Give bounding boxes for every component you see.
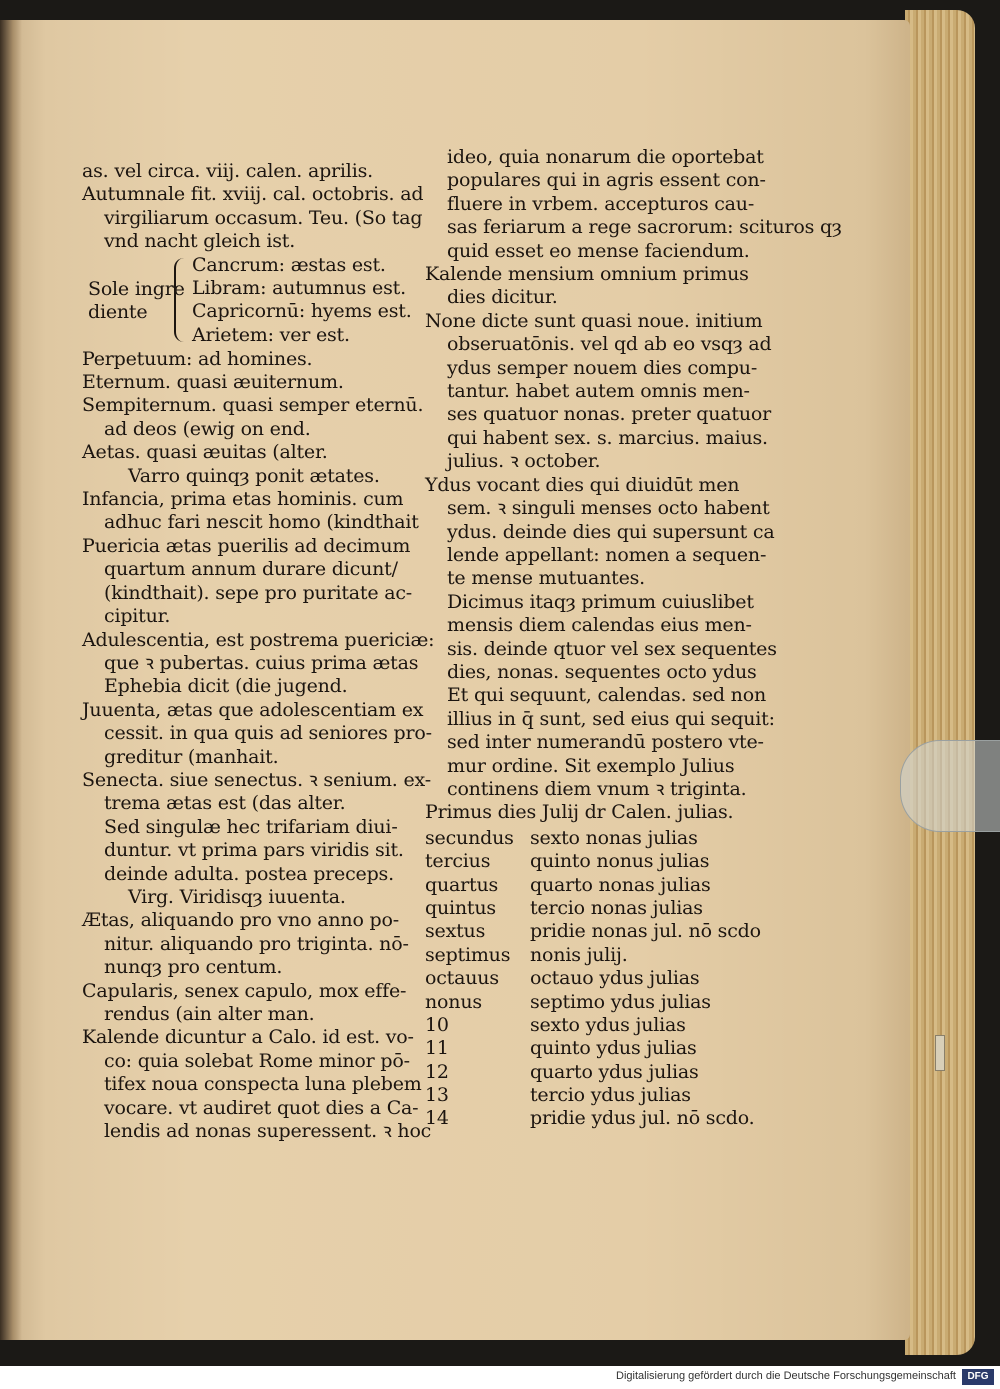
day-name: pridie ydus jul. nō scdo.: [530, 1107, 755, 1130]
text-line: continens diem vnum ꝛ triginta.: [447, 777, 747, 800]
day-name: quinto ydus julias: [530, 1037, 697, 1060]
text-line: adhuc fari nescit homo (kindthait: [104, 511, 419, 534]
text-line: Ydus vocant dies qui diuidūt men: [425, 473, 740, 496]
text-line: ad deos (ewig on end.: [104, 417, 311, 440]
footer-bar: [0, 1366, 1000, 1389]
text-line: Autumnale fit. xviij. cal. octobris. ad: [82, 183, 424, 206]
day-ordinal: quintus: [425, 896, 496, 919]
text-line: mur ordine. Sit exemplo Julius: [447, 754, 735, 777]
text-line: Ætas, aliquando pro vno anno po-: [82, 909, 399, 932]
text-line: ydus semper nouem dies compu-: [447, 356, 758, 379]
day-name: quinto nonus julias: [530, 850, 710, 873]
text-line: obseruatōnis. vel qd ab eo vsqȝ ad: [447, 333, 772, 356]
day-row: [425, 1037, 770, 1060]
text-line: qui habent sex. s. marcius. maius.: [447, 426, 768, 449]
day-ordinal: nonus: [425, 990, 482, 1013]
text-line: tifex noua conspecta luna plebem: [104, 1073, 422, 1096]
text-line: tantur. habet autem omnis men-: [447, 380, 750, 403]
text-line: Infancia, prima etas hominis. cum: [82, 488, 404, 511]
text-line: nunqȝ pro centum.: [104, 956, 283, 979]
text-line: Et qui sequunt, calendas. sed non: [447, 684, 766, 707]
text-line: None dicte sunt quasi noue. initium: [425, 309, 763, 332]
text-line: populares qui in agris essent con-: [447, 169, 766, 192]
text-line: co: quia solebat Rome minor pō-: [104, 1049, 410, 1072]
book-gutter: [0, 20, 22, 1340]
text-line: quartum annum durare dicunt/: [104, 558, 398, 581]
left-lines-top: [82, 160, 424, 254]
text-line: greditur (manhait.: [104, 745, 279, 768]
text-line: Capularis, senex capulo, mox effe-: [82, 979, 407, 1002]
text-line: rendus (ain alter man.: [104, 1003, 315, 1025]
text-line: julius. ꝛ october.: [447, 450, 601, 473]
sole-ingrediente-block: [82, 254, 417, 348]
text-line: vnd nacht gleich ist.: [104, 230, 296, 253]
footer-credit: Digitalisierung gefördert durch die Deutsche Forschungsgemeinschaft: [616, 1370, 956, 1382]
day-name: septimo ydus julias: [530, 990, 711, 1013]
day-name: nonis julij.: [530, 943, 628, 966]
text-line: ideo, quia nonarum die oportebat: [447, 146, 764, 168]
text-line: Libram: autumnus est.: [192, 277, 406, 300]
text-line: vocare. vt audiret quot dies a Ca-: [104, 1096, 419, 1119]
day-ordinal: tercius: [425, 850, 491, 873]
text-line: as. vel circa. viij. calen. aprilis.: [82, 160, 373, 182]
day-ordinal: 10: [425, 1013, 449, 1036]
day-ordinal: octauus: [425, 967, 499, 990]
text-line: Senecta. siue senectus. ꝛ senium. ex-: [82, 768, 431, 791]
left-lines-bottom: [82, 347, 435, 1144]
plastic-clip: [900, 740, 1000, 832]
text-line: sis. deinde qtuor vel sex sequentes: [447, 637, 777, 660]
day-row: [425, 897, 770, 920]
day-row: [425, 1084, 770, 1107]
text-line: (kindthait). sepe pro puritate ac-: [104, 581, 412, 604]
days-table: [425, 827, 770, 1131]
page-edges: [905, 10, 975, 1355]
text-line: Varro quinqȝ ponit ætates.: [128, 464, 380, 487]
day-ordinal: secundus: [425, 826, 514, 849]
day-row: [425, 991, 770, 1014]
dfg-logo: DFG: [962, 1369, 994, 1385]
text-line: Virg. Viridisqȝ iuuenta.: [128, 885, 346, 908]
right-lines: [425, 146, 842, 825]
text-line: Arietem: ver est.: [192, 323, 350, 346]
day-row: [425, 1061, 770, 1084]
text-line: Dicimus itaqȝ primum cuiuslibet: [447, 590, 754, 613]
text-line: sem. ꝛ singuli menses octo habent: [447, 497, 770, 520]
text-line: Capricornū: hyems est.: [192, 300, 412, 323]
sole-label: Sole ingre diente: [88, 277, 185, 324]
day-ordinal: septimus: [425, 943, 511, 966]
day-row: [425, 920, 770, 943]
day-row: [425, 944, 770, 967]
text-line: fluere in vrbem. accepturos cau-: [447, 192, 755, 215]
day-row: [425, 1107, 770, 1130]
day-row: [425, 827, 770, 850]
text-line: lendis ad nonas superessent. ꝛ hoc: [104, 1120, 432, 1143]
day-name: sexto nonas julias: [530, 826, 698, 849]
day-row: [425, 874, 770, 897]
text-line: Ephebia dicit (die jugend.: [104, 675, 348, 698]
text-line: dies dicitur.: [447, 286, 558, 309]
text-line: Kalende mensium omnium primus: [425, 263, 749, 286]
day-ordinal: 12: [425, 1060, 449, 1083]
text-line: cipitur.: [104, 605, 171, 628]
text-line: Perpetuum: ad homines.: [82, 347, 313, 370]
day-ordinal: 11: [425, 1037, 449, 1060]
day-row: [425, 1014, 770, 1037]
text-line: Puericia ætas puerilis ad decimum: [82, 534, 411, 557]
sole-items: [192, 254, 412, 348]
text-line: Juuenta, ætas que adolescentiam ex: [82, 698, 424, 721]
day-ordinal: 14: [425, 1107, 449, 1130]
day-name: pridie nonas jul. nō scdo: [530, 920, 761, 943]
day-row: [425, 967, 770, 990]
text-line: cessit. in qua quis ad seniores pro-: [104, 722, 432, 745]
text-line: virgiliarum occasum. Teu. (So tag: [104, 206, 423, 229]
text-line: quid esset eo mense faciendum.: [447, 239, 750, 262]
text-line: Eternum. quasi æuiternum.: [82, 371, 344, 394]
text-line: dies, nonas. sequentes octo ydus: [447, 660, 757, 683]
left-text-column: [82, 160, 435, 1143]
day-row: [425, 850, 770, 873]
text-line: sed inter numerandū postero vte-: [447, 731, 764, 754]
text-line: Sempiternum. quasi semper eternū.: [82, 394, 424, 417]
text-line: illius in q̄ sunt, sed eius qui sequit:: [447, 707, 775, 730]
text-line: Aetas. quasi æuitas (alter.: [82, 441, 328, 464]
text-line: lende appellant: nomen a sequen-: [447, 543, 767, 566]
day-ordinal: 13: [425, 1084, 449, 1107]
text-line: duntur. vt prima pars viridis sit.: [104, 839, 404, 862]
day-name: tercio ydus julias: [530, 1084, 691, 1107]
text-line: mensis diem calendas eius men-: [447, 614, 752, 637]
day-name: octauo ydus julias: [530, 967, 700, 990]
day-ordinal: sextus: [425, 920, 486, 943]
text-line: Sed singulæ hec trifariam diui-: [104, 815, 398, 838]
text-line: trema ætas est (das alter.: [104, 792, 346, 815]
text-line: nitur. aliquando pro triginta. nō-: [104, 932, 409, 955]
day-ordinal: quartus: [425, 873, 499, 896]
text-line: deinde adulta. postea preceps.: [104, 862, 394, 885]
day-name: quarto nonas julias: [530, 873, 711, 896]
text-line: ydus. deinde dies qui supersunt ca: [447, 520, 775, 543]
text-line: Cancrum: æstas est.: [192, 253, 386, 276]
text-line: Primus dies Julij dr Calen. julias.: [425, 801, 734, 824]
right-text-column: [425, 146, 842, 1131]
metal-clip: [935, 1035, 945, 1071]
text-line: ses quatuor nonas. preter quatuor: [447, 403, 772, 426]
day-name: tercio nonas julias: [530, 896, 703, 919]
brace: [174, 258, 188, 342]
day-name: quarto ydus julias: [530, 1060, 699, 1083]
text-line: Adulescentia, est postrema puericiæ:: [82, 628, 435, 651]
text-line: que ꝛ pubertas. cuius prima ætas: [104, 651, 419, 674]
text-line: sas feriarum a rege sacrorum: scituros qȝ: [447, 216, 842, 239]
text-line: te mense mutuantes.: [447, 567, 646, 590]
day-name: sexto ydus julias: [530, 1013, 686, 1036]
text-line: Kalende dicuntur a Calo. id est. vo-: [82, 1026, 414, 1049]
